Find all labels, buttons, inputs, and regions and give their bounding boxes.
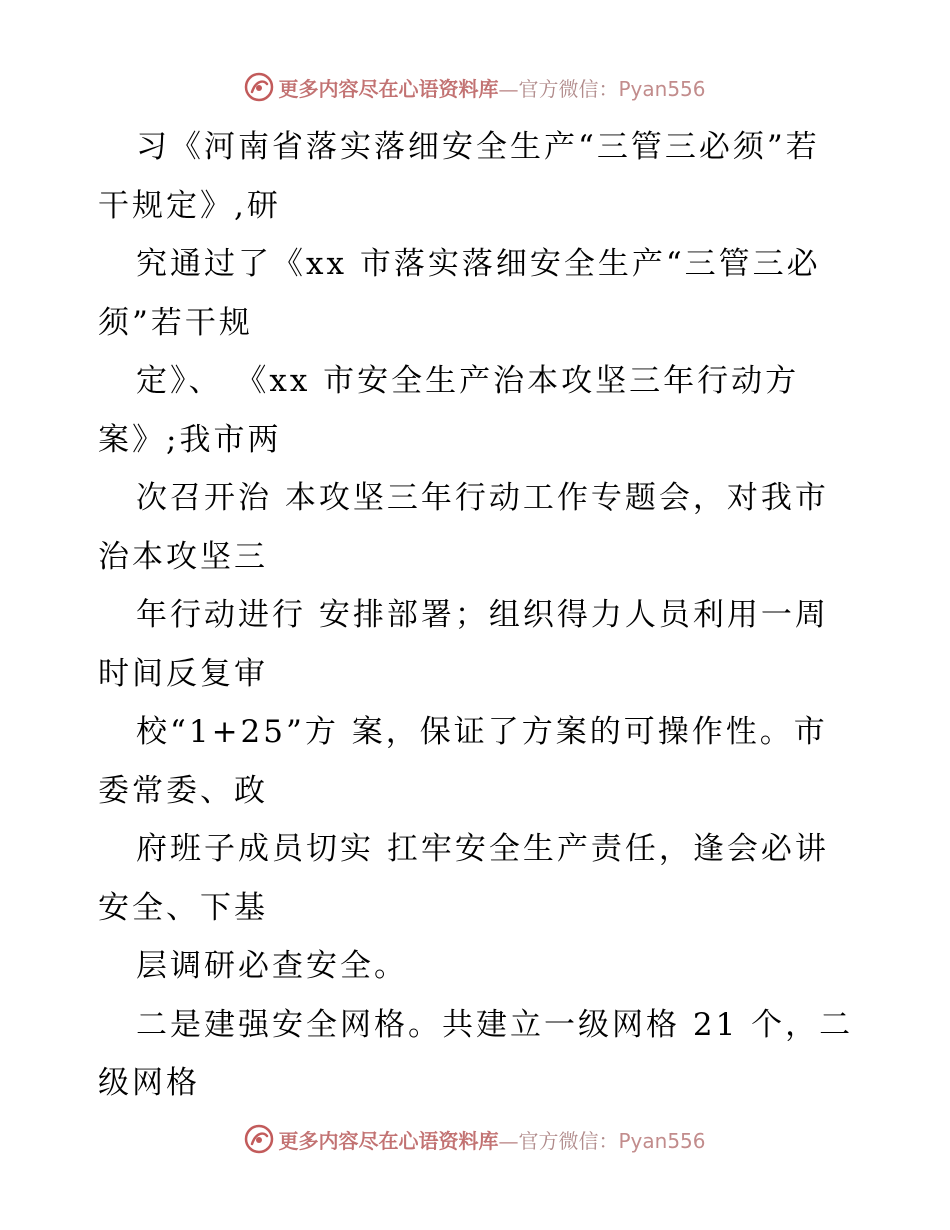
body-line: 年行动进行 安排部署；组织得力人员利用一周 bbox=[136, 597, 829, 633]
body-line: 安全、下基 bbox=[98, 889, 268, 926]
body-line: 究通过了《xx 市落实落细安全生产“三管三必 bbox=[136, 246, 821, 282]
document-body bbox=[98, 118, 858, 1113]
seal-logo-icon bbox=[244, 72, 274, 102]
body-line: 习《河南省落实落细安全生产“三管三必须”若 bbox=[136, 129, 820, 165]
watermark-wechat-id: Pyan556 bbox=[618, 76, 706, 101]
body-line: 校“1+25”方 案，保证了方案的可操作性。市 bbox=[136, 714, 828, 750]
watermark-wechat-label: 官方微信： bbox=[518, 1128, 619, 1153]
body-line: 次召开治 本攻坚三年行动工作专题会，对我市 bbox=[136, 480, 829, 516]
body-line: 层调研必查安全。 bbox=[136, 948, 408, 984]
watermark-site: 更多内容尽在心语资料库 bbox=[278, 76, 499, 101]
body-line: 二是建强安全网格。共建立一级网格 21 个，二 bbox=[136, 1006, 854, 1043]
watermark-dash: — bbox=[498, 76, 519, 101]
watermark-wechat-label: 官方微信： bbox=[518, 76, 619, 101]
body-line: 定》、 《xx 市安全生产治本攻坚三年行动方 bbox=[136, 363, 800, 399]
watermark-wechat-id: Pyan556 bbox=[618, 1128, 706, 1153]
watermark-text bbox=[278, 73, 705, 102]
body-line: 时间反复审 bbox=[98, 655, 268, 692]
body-line: 级网格 bbox=[98, 1065, 200, 1101]
body-line: 须”若干规 bbox=[98, 304, 253, 341]
body-line: 府班子成员切实 扛牢安全生产责任，逢会必讲 bbox=[136, 831, 829, 867]
body-line: 案》;我市两 bbox=[98, 421, 282, 458]
body-line: 治本攻坚三 bbox=[98, 538, 268, 575]
watermark-site: 更多内容尽在心语资料库 bbox=[278, 1128, 499, 1153]
watermark-dash: — bbox=[498, 1128, 519, 1153]
header-watermark bbox=[0, 72, 950, 102]
seal-logo-icon bbox=[244, 1124, 274, 1154]
footer-watermark bbox=[0, 1124, 950, 1154]
watermark-text bbox=[278, 1125, 705, 1154]
body-line: 干规定》,研 bbox=[98, 187, 281, 224]
body-line: 委常委、政 bbox=[98, 772, 268, 809]
